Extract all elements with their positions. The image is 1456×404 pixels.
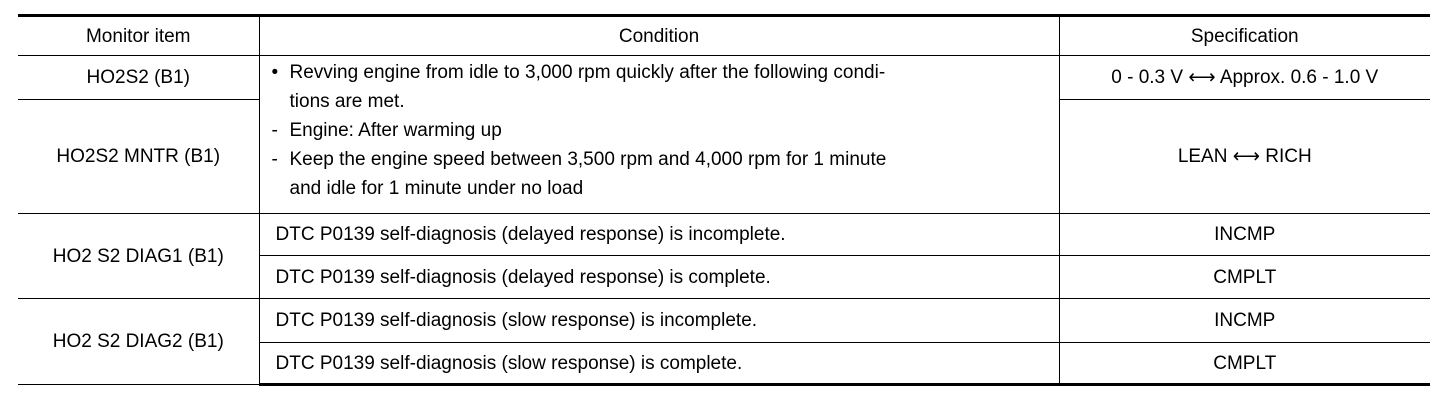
bullet-mark: • xyxy=(271,62,279,83)
monitor-item-cell: HO2 S2 DIAG1 (B1) xyxy=(18,214,259,299)
dash-mark: - xyxy=(271,120,278,141)
specification-cell: INCMP xyxy=(1059,214,1430,256)
specification-cell: LEAN ⟷ RICH xyxy=(1059,100,1430,214)
condition-sub-line xyxy=(272,145,1043,203)
header-specification: Specification xyxy=(1059,16,1430,56)
condition-bullet-text xyxy=(290,58,1043,116)
bullet-text-line2: tions are met. xyxy=(289,91,405,112)
condition-cell: DTC P0139 self-diagnosis (delayed response) is complete. xyxy=(259,256,1059,299)
condition-sub2-text xyxy=(290,145,1043,203)
condition-sub1-text: Engine: After warming up xyxy=(289,120,502,141)
header-condition: Condition xyxy=(259,16,1059,56)
condition-bullet-line xyxy=(272,58,1043,116)
condition-sub-line xyxy=(272,116,1043,145)
specification-cell: 0 - 0.3 V ⟷ Approx. 0.6 - 1.0 V xyxy=(1059,56,1430,100)
monitor-spec-table xyxy=(18,14,1430,386)
condition-cell: DTC P0139 self-diagnosis (slow response) is incomplete. xyxy=(259,299,1059,343)
monitor-item-cell: HO2 S2 DIAG2 (B1) xyxy=(18,299,259,385)
specification-cell: CMPLT xyxy=(1059,343,1430,385)
specification-cell: INCMP xyxy=(1059,299,1430,343)
table-header-row xyxy=(18,16,1430,56)
header-monitor-item: Monitor item xyxy=(18,16,259,56)
sub2-text-line2: and idle for 1 minute under no load xyxy=(289,178,584,199)
monitor-item-cell: HO2S2 (B1) xyxy=(18,56,259,100)
condition-cell: DTC P0139 self-diagnosis (delayed response) is incomplete. xyxy=(259,214,1059,256)
condition-cell: DTC P0139 self-diagnosis (slow response) is complete. xyxy=(259,343,1059,385)
condition-cell-shared xyxy=(259,56,1059,214)
monitor-item-cell: HO2S2 MNTR (B1) xyxy=(18,100,259,214)
sub2-text-line1: Keep the engine speed between 3,500 rpm and 4,000 rpm for 1 minute xyxy=(289,149,887,170)
table-row xyxy=(18,56,1430,100)
dash-mark: - xyxy=(271,149,278,170)
table-row xyxy=(18,214,1430,256)
bullet-text-line1: Revving engine from idle to 3,000 rpm quickly after the following condi- xyxy=(289,62,886,83)
specification-cell: CMPLT xyxy=(1059,256,1430,299)
table-row xyxy=(18,299,1430,343)
